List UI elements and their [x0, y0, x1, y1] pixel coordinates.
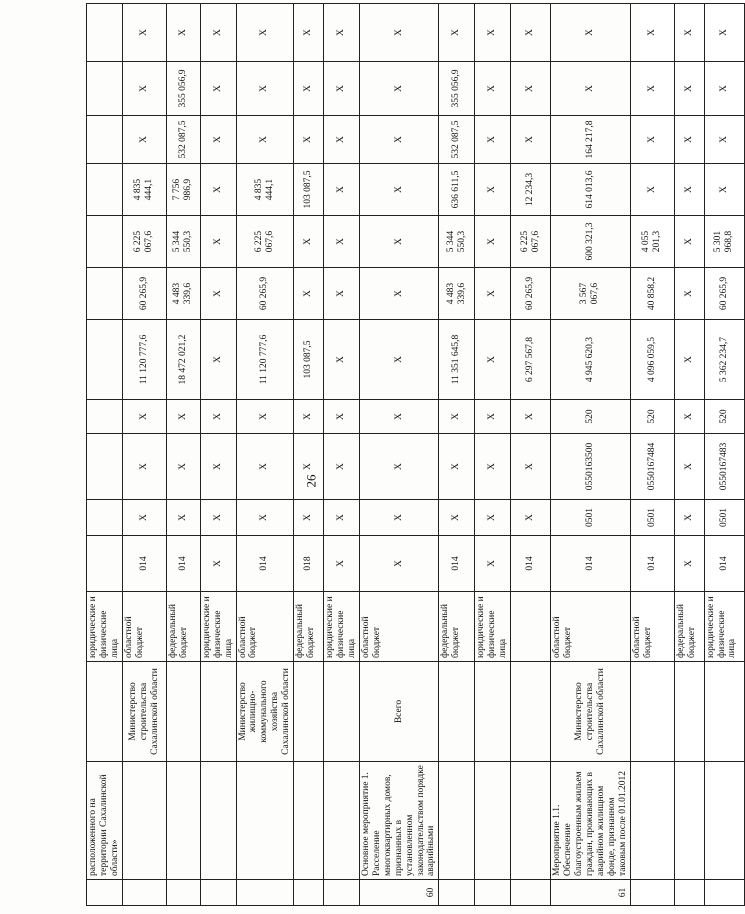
total-cell: 6 297 567,8 [511, 320, 551, 400]
executor-cell [475, 662, 511, 762]
year-2-cell [87, 216, 123, 268]
table-row [475, 4, 511, 906]
year-3-cell [87, 164, 123, 216]
year-2-cell: Х [200, 216, 236, 268]
expense-type-cell: Х [166, 400, 200, 434]
year-4-cell [87, 116, 123, 164]
year-5-cell: Х [200, 62, 236, 116]
row-number-cell: 60 [359, 880, 438, 906]
year-1-cell: 60 265,9 [122, 268, 166, 320]
year-4-cell: Х [122, 116, 166, 164]
grbs-cell: 014 [630, 536, 674, 592]
year-6-cell: Х [359, 4, 438, 62]
expense-type-cell: Х [475, 400, 511, 434]
grbs-cell: 014 [439, 536, 475, 592]
table-row [236, 4, 294, 906]
activity-cell [674, 762, 704, 880]
year-5-cell: 355 056,9 [166, 62, 200, 116]
year-5-cell: Х [324, 62, 360, 116]
year-4-cell: Х [324, 116, 360, 164]
year-5-cell: Х [674, 62, 704, 116]
year-5-cell: Х [122, 62, 166, 116]
activity-cell [511, 762, 551, 880]
year-1-cell: Х [200, 268, 236, 320]
year-3-cell: 4 835 444,1 [122, 164, 166, 216]
section-cell: Х [122, 500, 166, 536]
year-3-cell: 7 756 986,9 [166, 164, 200, 216]
target-article-cell: Х [324, 434, 360, 500]
funding-source-cell: юридические и физические лица [324, 592, 360, 662]
target-article-cell: Х [122, 434, 166, 500]
section-cell: 0501 [551, 500, 630, 536]
year-1-cell: 4 483 339,6 [439, 268, 475, 320]
target-article-cell: Х [511, 434, 551, 500]
year-1-cell: 60 265,9 [236, 268, 294, 320]
year-6-cell: Х [166, 4, 200, 62]
grbs-cell: Х [674, 536, 704, 592]
target-article-cell: Х [439, 434, 475, 500]
year-3-cell: 614 013,6 [551, 164, 630, 216]
total-cell [87, 320, 123, 400]
year-5-cell: Х [236, 62, 294, 116]
activity-cell [439, 762, 475, 880]
grbs-cell [87, 536, 123, 592]
year-2-cell: Х [359, 216, 438, 268]
row-number-cell [674, 880, 704, 906]
executor-cell: Министерство строительства Сахалинской области [551, 662, 630, 762]
executor-cell [511, 662, 551, 762]
funding-source-cell: областной бюджет [551, 592, 630, 662]
year-4-cell: Х [674, 116, 704, 164]
year-2-cell: 6 225 067,6 [236, 216, 294, 268]
year-5-cell: 355 056,9 [439, 62, 475, 116]
executor-cell: Всего [359, 662, 438, 762]
grbs-cell: 014 [166, 536, 200, 592]
year-3-cell: 636 611,5 [439, 164, 475, 216]
section-cell: Х [439, 500, 475, 536]
year-3-cell: Х [704, 164, 744, 216]
year-2-cell: 6 225 067,6 [122, 216, 166, 268]
expense-type-cell: Х [359, 400, 438, 434]
expense-type-cell: Х [324, 400, 360, 434]
funding-source-cell: областной бюджет [630, 592, 674, 662]
row-number-cell [511, 880, 551, 906]
year-3-cell: 103 087,5 [294, 164, 324, 216]
funding-source-cell: юридические и физические лица [200, 592, 236, 662]
table-row [200, 4, 236, 906]
total-cell: 18 472 021,2 [166, 320, 200, 400]
year-2-cell: Х [475, 216, 511, 268]
expense-type-cell: 520 [551, 400, 630, 434]
year-3-cell: Х [674, 164, 704, 216]
year-1-cell: 3 567 067,6 [551, 268, 630, 320]
activity-cell [475, 762, 511, 880]
year-2-cell: Х [324, 216, 360, 268]
year-3-cell: Х [200, 164, 236, 216]
total-cell: 103 087,5 [294, 320, 324, 400]
section-cell [87, 500, 123, 536]
activity-cell: Мероприятие 1.1. Обеспечение благоустроенным жильем граждан, проживающих в аварийном жилищном фонде, признанном таковым после 01.01.2012 [551, 762, 630, 880]
funding-source-cell: областной бюджет [359, 592, 438, 662]
year-4-cell: Х [359, 116, 438, 164]
section-cell: Х [200, 500, 236, 536]
target-article-cell [87, 434, 123, 500]
year-6-cell: Х [122, 4, 166, 62]
row-number-cell [439, 880, 475, 906]
total-cell: Х [359, 320, 438, 400]
total-cell: 4 096 059,5 [630, 320, 674, 400]
year-3-cell: 4 835 444,1 [236, 164, 294, 216]
expense-type-cell: Х [439, 400, 475, 434]
expense-type-cell: 520 [630, 400, 674, 434]
year-1-cell: Х [294, 268, 324, 320]
expense-type-cell: Х [511, 400, 551, 434]
year-1-cell: Х [674, 268, 704, 320]
year-3-cell: Х [324, 164, 360, 216]
executor-cell: Министерство строительства Сахалинской области [122, 662, 166, 762]
year-2-cell: Х [294, 216, 324, 268]
year-3-cell: Х [630, 164, 674, 216]
year-4-cell: Х [475, 116, 511, 164]
table-row [359, 4, 438, 906]
row-number-cell [704, 880, 744, 906]
funding-source-cell: юридические и физические лица [704, 592, 744, 662]
target-article-cell: Х [294, 434, 324, 500]
section-cell: Х [674, 500, 704, 536]
table-row [704, 4, 744, 906]
activity-cell [166, 762, 200, 880]
funding-source-cell: федеральный бюджет [166, 592, 200, 662]
section-cell: Х [236, 500, 294, 536]
year-1-cell: 4 483 339,6 [166, 268, 200, 320]
grbs-cell: 018 [294, 536, 324, 592]
grbs-cell: 014 [511, 536, 551, 592]
row-number-cell [630, 880, 674, 906]
year-6-cell: Х [236, 4, 294, 62]
expense-type-cell: Х [674, 400, 704, 434]
target-article-cell: 0550167484 [630, 434, 674, 500]
target-article-cell: 0550167483 [704, 434, 744, 500]
year-5-cell: Х [551, 62, 630, 116]
grbs-cell: Х [324, 536, 360, 592]
year-5-cell: Х [630, 62, 674, 116]
table-row [551, 4, 630, 906]
row-number-cell [166, 880, 200, 906]
year-5-cell: Х [704, 62, 744, 116]
activity-cell [236, 762, 294, 880]
year-1-cell: 40 858,2 [630, 268, 674, 320]
funding-source-cell: юридические и физические лица [475, 592, 511, 662]
year-5-cell: Х [359, 62, 438, 116]
year-6-cell: Х [674, 4, 704, 62]
total-cell: 11 120 777,6 [122, 320, 166, 400]
funding-source-cell: федеральный бюджет [674, 592, 704, 662]
year-3-cell: Х [359, 164, 438, 216]
year-2-cell: 5 344 550,3 [439, 216, 475, 268]
table-row [674, 4, 704, 906]
funding-source-cell: федеральный бюджет [294, 592, 324, 662]
funding-source-cell: областной бюджет [236, 592, 294, 662]
row-number-cell: 61 [551, 880, 630, 906]
section-cell: Х [324, 500, 360, 536]
year-6-cell: Х [475, 4, 511, 62]
grbs-cell: Х [475, 536, 511, 592]
year-2-cell: 5 344 550,3 [166, 216, 200, 268]
table-body [87, 4, 745, 906]
year-1-cell: 60 265,9 [704, 268, 744, 320]
year-2-cell: 600 321,3 [551, 216, 630, 268]
target-article-cell: Х [475, 434, 511, 500]
target-article-cell: Х [236, 434, 294, 500]
total-cell: 11 120 777,6 [236, 320, 294, 400]
year-5-cell: Х [475, 62, 511, 116]
activity-cell: Основное мероприятие 1. Расселение многоквартирных домов, признанных в установленном законодательством порядке аварийными [359, 762, 438, 880]
executor-cell [87, 662, 123, 762]
activity-cell: расположенного на территории Сахалинской области» [87, 762, 123, 880]
rotated-table-container [86, 29, 738, 906]
executor-cell [704, 662, 744, 762]
grbs-cell: 014 [551, 536, 630, 592]
activity-cell [294, 762, 324, 880]
expense-type-cell: 520 [704, 400, 744, 434]
year-2-cell: 5 301 968,8 [704, 216, 744, 268]
activity-cell [200, 762, 236, 880]
section-cell: Х [359, 500, 438, 536]
activity-cell [324, 762, 360, 880]
year-6-cell: Х [439, 4, 475, 62]
grbs-cell: 014 [704, 536, 744, 592]
expense-type-cell: Х [294, 400, 324, 434]
section-cell: Х [294, 500, 324, 536]
grbs-cell: Х [200, 536, 236, 592]
year-1-cell [87, 268, 123, 320]
expense-type-cell: Х [236, 400, 294, 434]
total-cell: 11 351 645,8 [439, 320, 475, 400]
activity-cell [122, 762, 166, 880]
year-4-cell: Х [511, 116, 551, 164]
expense-type-cell: Х [122, 400, 166, 434]
year-4-cell: Х [704, 116, 744, 164]
year-4-cell: Х [294, 116, 324, 164]
row-number-cell [122, 880, 166, 906]
expense-type-cell [87, 400, 123, 434]
table-row [439, 4, 475, 906]
year-4-cell: Х [236, 116, 294, 164]
row-number-cell [200, 880, 236, 906]
year-6-cell [87, 4, 123, 62]
budget-table [86, 3, 745, 906]
row-number-cell [475, 880, 511, 906]
year-1-cell: 60 265,9 [511, 268, 551, 320]
year-4-cell: Х [200, 116, 236, 164]
year-6-cell: Х [324, 4, 360, 62]
section-cell: Х [511, 500, 551, 536]
executor-cell [166, 662, 200, 762]
year-2-cell: Х [674, 216, 704, 268]
target-article-cell: Х [166, 434, 200, 500]
year-6-cell: Х [200, 4, 236, 62]
year-1-cell: Х [324, 268, 360, 320]
target-article-cell: 0550163500 [551, 434, 630, 500]
row-number-cell [236, 880, 294, 906]
section-cell: Х [475, 500, 511, 536]
year-6-cell: Х [511, 4, 551, 62]
year-5-cell [87, 62, 123, 116]
table-row [166, 4, 200, 906]
activity-cell [630, 762, 674, 880]
year-3-cell: Х [475, 164, 511, 216]
executor-cell [630, 662, 674, 762]
expense-type-cell: Х [200, 400, 236, 434]
year-3-cell: 12 234,3 [511, 164, 551, 216]
total-cell: Х [200, 320, 236, 400]
grbs-cell: 014 [122, 536, 166, 592]
year-6-cell: Х [551, 4, 630, 62]
year-5-cell: Х [294, 62, 324, 116]
total-cell: Х [674, 320, 704, 400]
grbs-cell: Х [359, 536, 438, 592]
year-4-cell: Х [630, 116, 674, 164]
target-article-cell: Х [359, 434, 438, 500]
year-4-cell: 164 217,8 [551, 116, 630, 164]
table-row [122, 4, 166, 906]
table-row [294, 4, 324, 906]
year-5-cell: Х [511, 62, 551, 116]
executor-cell [200, 662, 236, 762]
year-4-cell: 532 087,5 [439, 116, 475, 164]
table-row [87, 4, 123, 906]
section-cell: 0501 [704, 500, 744, 536]
page-number: 26 [303, 474, 319, 488]
grbs-cell: 014 [236, 536, 294, 592]
row-number-cell [294, 880, 324, 906]
year-1-cell: Х [475, 268, 511, 320]
total-cell: Х [475, 320, 511, 400]
activity-cell [704, 762, 744, 880]
year-2-cell: 6 225 067,6 [511, 216, 551, 268]
total-cell: Х [324, 320, 360, 400]
year-4-cell: 532 087,5 [166, 116, 200, 164]
year-6-cell: Х [704, 4, 744, 62]
funding-source-cell: областной бюджет [122, 592, 166, 662]
total-cell: 4 945 620,3 [551, 320, 630, 400]
row-number-cell [87, 880, 123, 906]
target-article-cell: Х [200, 434, 236, 500]
executor-cell [294, 662, 324, 762]
year-6-cell: Х [294, 4, 324, 62]
year-1-cell: Х [359, 268, 438, 320]
total-cell: 5 362 234,7 [704, 320, 744, 400]
funding-source-cell: федеральный бюджет [439, 592, 475, 662]
table-row [511, 4, 551, 906]
section-cell: 0501 [630, 500, 674, 536]
target-article-cell: Х [674, 434, 704, 500]
table-row [630, 4, 674, 906]
executor-cell [439, 662, 475, 762]
year-6-cell: Х [630, 4, 674, 62]
section-cell: Х [166, 500, 200, 536]
year-2-cell: 4 055 201,3 [630, 216, 674, 268]
row-number-cell [324, 880, 360, 906]
table-row [324, 4, 360, 906]
funding-source-cell [511, 592, 551, 662]
executor-cell: Министерство жилищно-коммунального хозяйства Сахалинской области [236, 662, 294, 762]
executor-cell [324, 662, 360, 762]
executor-cell [674, 662, 704, 762]
funding-source-cell: юридические и физические лица [87, 592, 123, 662]
